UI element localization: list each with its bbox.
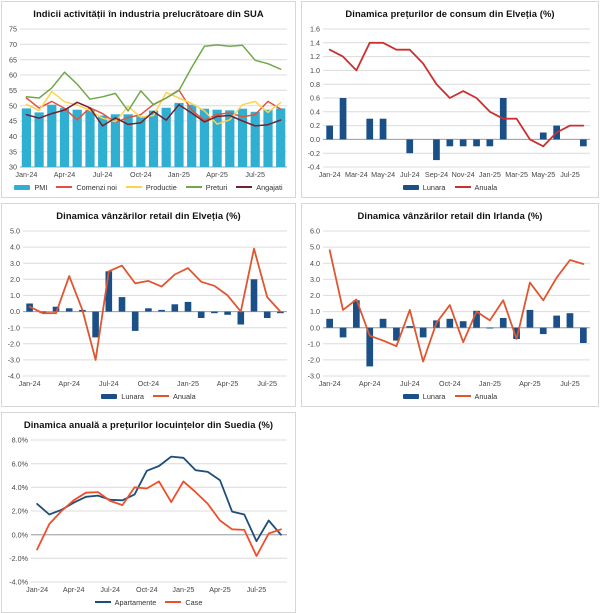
legend-swatch	[14, 185, 30, 190]
svg-text:3.0: 3.0	[10, 258, 20, 268]
svg-text:55: 55	[9, 85, 17, 95]
legend-item-lunara	[403, 183, 446, 192]
legend-swatch	[95, 601, 111, 603]
chart-title-ism-sua: Indicii activității în industria prelucrătoare din SUA	[33, 8, 264, 19]
svg-text:0.0: 0.0	[10, 307, 20, 317]
svg-text:6.0: 6.0	[310, 226, 320, 236]
legend-swatch	[126, 186, 142, 188]
svg-text:Jan-24: Jan-24	[318, 170, 341, 179]
legend-swatch	[403, 394, 419, 399]
chart-title-locuinte-suedia: Dinamica anuală a prețurilor locuințelor din Suedia (%)	[23, 419, 274, 430]
legend-label: Lunara	[422, 182, 446, 192]
retail-irlanda-legend	[302, 389, 598, 406]
legend-label: Anuala	[474, 182, 498, 192]
svg-text:-2.0%: -2.0%	[9, 553, 28, 563]
chart-title-retail-irlanda: Dinamica vânzărilor retail din Irlanda (%)	[357, 210, 543, 221]
svg-text:Jul-25: Jul-25	[560, 170, 580, 179]
legend-label: Anuala	[173, 391, 196, 401]
locuinte-suedia-svg	[2, 435, 295, 595]
svg-text:0.4: 0.4	[310, 107, 320, 117]
legend-label: Apartamente	[114, 597, 157, 607]
svg-text:4.0%: 4.0%	[11, 482, 28, 492]
svg-text:1.6: 1.6	[310, 24, 320, 34]
svg-text:-0.2: -0.2	[307, 148, 320, 158]
legend-label: Angajati	[256, 182, 283, 192]
svg-text:4.0: 4.0	[310, 258, 320, 268]
ism-sua-svg	[2, 24, 295, 180]
svg-text:Jan-25: Jan-25	[478, 379, 501, 388]
legend-label: Case	[185, 597, 203, 607]
locuinte-suedia-legend	[2, 595, 295, 612]
cpi-elvetia-legend	[302, 180, 598, 197]
svg-text:2.0%: 2.0%	[11, 506, 28, 516]
chart-panel-cpi-elvetia	[301, 1, 599, 198]
svg-text:Apr-24: Apr-24	[53, 170, 76, 179]
svg-text:75: 75	[9, 24, 17, 34]
retail-irlanda-svg	[302, 226, 598, 389]
chart-title-cpi-elvetia: Dinamica prețurilor de consum din Elveția (%)	[345, 8, 555, 19]
legend-label: Anuala	[474, 391, 498, 401]
svg-text:45: 45	[9, 116, 17, 126]
legend-label: Lunara	[121, 391, 144, 401]
legend-label: PMI	[34, 182, 48, 192]
chart-panel-retail-elvetia	[1, 203, 296, 407]
svg-text:-2.0: -2.0	[7, 339, 20, 349]
legend-swatch	[153, 395, 169, 397]
svg-text:-1.0: -1.0	[7, 323, 20, 333]
legend-item-comenzi-noi	[56, 183, 117, 192]
svg-text:Oct-24: Oct-24	[130, 170, 152, 179]
chart-title-retail-elvetia: Dinamica vânzărilor retail din Elveția (%)	[56, 210, 241, 221]
svg-text:Jan-24: Jan-24	[318, 379, 341, 388]
svg-text:Jul-24: Jul-24	[100, 585, 120, 594]
svg-text:2.0: 2.0	[10, 274, 20, 284]
legend-item-preturi	[186, 183, 228, 192]
svg-text:70: 70	[9, 39, 17, 49]
legend-item-anuala	[455, 183, 498, 192]
svg-text:0.0: 0.0	[310, 135, 320, 144]
svg-text:1.0: 1.0	[310, 307, 320, 317]
svg-text:0.0%: 0.0%	[11, 530, 28, 540]
svg-text:1.0: 1.0	[10, 291, 20, 300]
svg-text:Oct-24: Oct-24	[137, 379, 160, 388]
svg-text:Jul-25: Jul-25	[560, 379, 580, 388]
svg-text:Mar-25: Mar-25	[505, 170, 528, 179]
svg-text:0.6: 0.6	[310, 93, 320, 103]
svg-text:Sep-24: Sep-24	[424, 170, 449, 179]
svg-text:3.0: 3.0	[310, 274, 320, 284]
legend-swatch	[236, 186, 252, 188]
svg-text:Apr-24: Apr-24	[62, 585, 85, 594]
svg-text:Jul-24: Jul-24	[92, 170, 113, 179]
chart-panel-ism-sua	[1, 1, 296, 198]
svg-text:Jul-24: Jul-24	[400, 379, 420, 388]
svg-text:Apr-25: Apr-25	[206, 170, 228, 179]
svg-text:Jan-24: Jan-24	[18, 379, 41, 388]
svg-text:Jan-25: Jan-25	[167, 170, 190, 179]
legend-item-apartamente	[95, 598, 157, 607]
empty-area	[301, 412, 599, 613]
svg-text:1.0: 1.0	[310, 66, 320, 75]
retail-elvetia-legend	[2, 389, 295, 406]
svg-text:-0.4: -0.4	[307, 162, 320, 172]
legend-item-productie	[126, 183, 177, 192]
svg-text:Jul-24: Jul-24	[400, 170, 420, 179]
legend-label: Productie	[145, 182, 177, 192]
svg-text:May-25: May-25	[531, 170, 556, 179]
svg-text:1.4: 1.4	[310, 38, 320, 48]
svg-text:-2.0: -2.0	[307, 355, 320, 365]
legend-swatch	[403, 185, 419, 190]
svg-text:5.0: 5.0	[310, 242, 320, 252]
svg-text:Apr-25: Apr-25	[209, 585, 231, 594]
svg-text:0.0: 0.0	[310, 323, 320, 333]
locuinte-suedia-chart	[2, 435, 295, 595]
svg-text:Oct-24: Oct-24	[136, 585, 158, 594]
chart-panel-retail-irlanda	[301, 203, 599, 407]
svg-text:May-24: May-24	[371, 170, 396, 179]
legend-swatch	[455, 395, 471, 397]
legend-label: Lunara	[422, 391, 446, 401]
legend-label: Preturi	[205, 182, 228, 192]
legend-item-angajati	[236, 183, 282, 192]
retail-elvetia-chart	[2, 226, 295, 389]
ism-sua-legend	[2, 180, 295, 197]
legend-swatch	[186, 186, 202, 188]
chart-panel-locuinte-suedia	[1, 412, 296, 613]
legend-label: Comenzi noi	[76, 182, 117, 192]
svg-text:Jul-25: Jul-25	[245, 170, 265, 179]
svg-text:60: 60	[9, 70, 17, 80]
legend-item-lunara	[101, 392, 144, 401]
legend-swatch	[101, 394, 117, 399]
svg-text:-3.0: -3.0	[7, 355, 20, 365]
svg-text:30: 30	[9, 162, 17, 172]
svg-text:Oct-24: Oct-24	[439, 379, 461, 388]
svg-text:35: 35	[9, 147, 17, 157]
legend-swatch	[56, 186, 72, 188]
cpi-elvetia-svg	[302, 24, 598, 180]
legend-swatch	[165, 601, 181, 603]
svg-text:Jan-24: Jan-24	[15, 170, 38, 179]
legend-item-lunara	[403, 392, 446, 401]
svg-text:65: 65	[9, 55, 17, 65]
svg-text:Jul-25: Jul-25	[257, 379, 277, 388]
svg-text:Nov-24: Nov-24	[451, 170, 475, 179]
ism-sua-chart	[2, 24, 295, 180]
svg-text:4.0: 4.0	[10, 242, 20, 252]
svg-text:1.2: 1.2	[310, 52, 320, 62]
svg-text:-1.0: -1.0	[307, 339, 320, 349]
svg-text:5.0: 5.0	[10, 226, 20, 236]
legend-item-pmi	[14, 183, 47, 192]
legend-swatch	[455, 186, 471, 188]
svg-text:6.0%: 6.0%	[11, 459, 28, 469]
svg-text:-3.0: -3.0	[307, 371, 320, 381]
svg-text:Apr-25: Apr-25	[216, 379, 239, 388]
svg-text:Jul-25: Jul-25	[246, 585, 267, 594]
retail-elvetia-svg	[2, 226, 295, 389]
svg-text:40: 40	[9, 131, 17, 141]
svg-text:Jan-25: Jan-25	[478, 170, 501, 179]
svg-text:Apr-24: Apr-24	[58, 379, 80, 388]
svg-text:50: 50	[9, 101, 17, 111]
svg-text:2.0: 2.0	[310, 291, 320, 300]
legend-item-anuala	[153, 392, 196, 401]
svg-text:Apr-25: Apr-25	[519, 379, 541, 388]
retail-irlanda-chart	[302, 226, 598, 389]
svg-text:Mar-24: Mar-24	[345, 170, 368, 179]
svg-text:8.0%: 8.0%	[11, 435, 28, 445]
legend-item-anuala	[455, 392, 498, 401]
cpi-elvetia-chart	[302, 24, 598, 180]
svg-text:Jan-25: Jan-25	[172, 585, 195, 594]
svg-text:Jan-24: Jan-24	[26, 585, 49, 594]
legend-item-case	[165, 598, 202, 607]
svg-text:0.8: 0.8	[310, 79, 320, 89]
svg-text:-4.0%: -4.0%	[9, 577, 28, 587]
svg-text:Jan-25: Jan-25	[177, 379, 199, 388]
svg-text:Jul-24: Jul-24	[99, 379, 119, 388]
svg-text:0.2: 0.2	[310, 121, 320, 131]
svg-text:-4.0: -4.0	[7, 371, 20, 381]
svg-text:Apr-24: Apr-24	[358, 379, 381, 388]
